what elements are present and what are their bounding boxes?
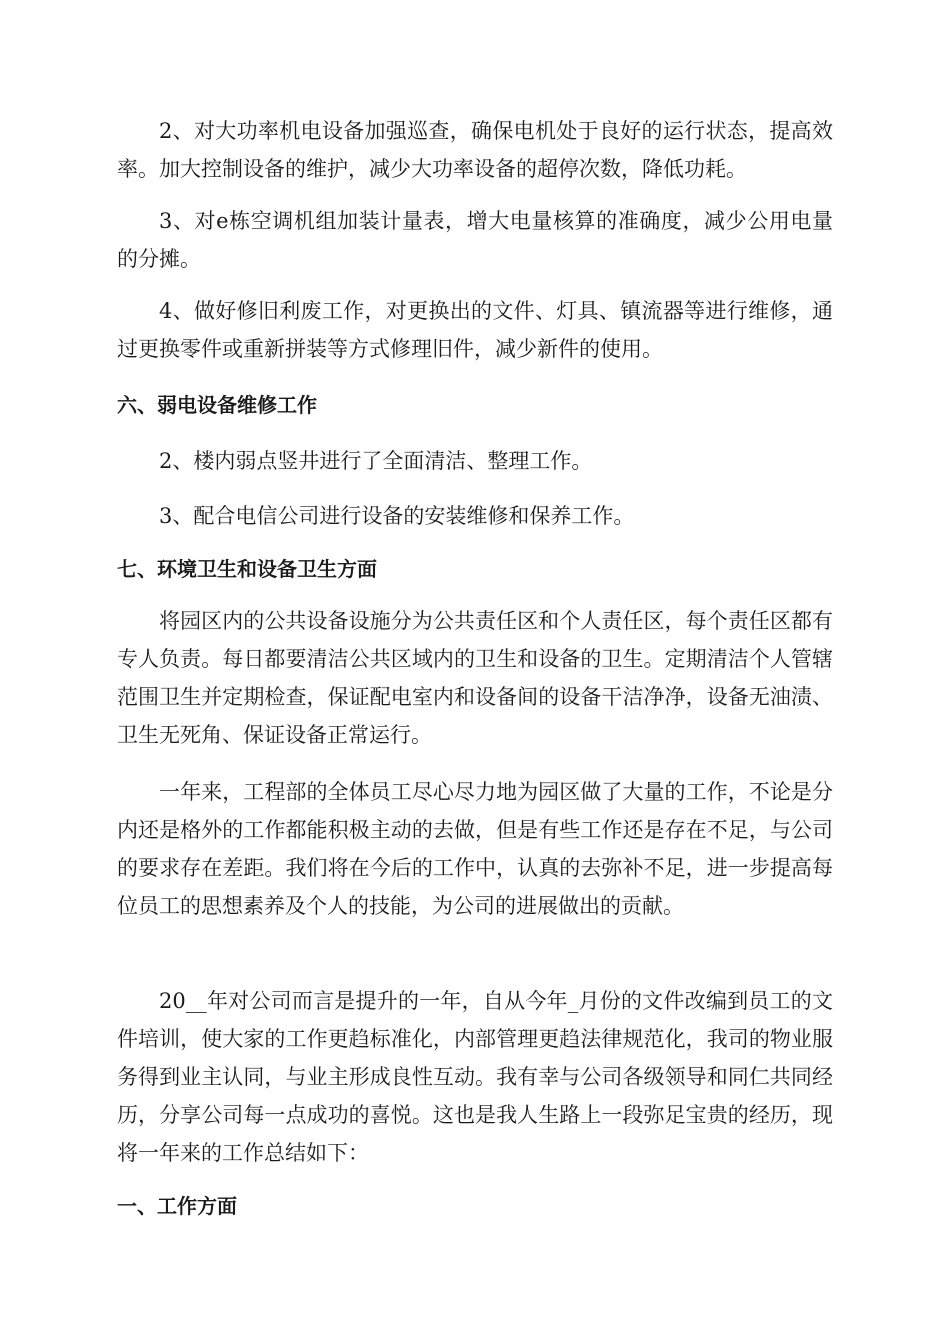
paragraph-metering: 3、对e栋空调机组加装计量表，增大电量核算的准确度，减少公用电量的分摊。 [117,209,833,271]
paragraph-shaft-cleaning: 2、楼内弱点竖井进行了全面清洁、整理工作。 [159,449,593,473]
paragraph-motor-inspection: 2、对大功率机电设备加强巡查，确保电机处于良好的运行状态，提高效率。加大控制设备的维护，减少大功率设备的超停次数，降低功耗。 [117,119,833,181]
paragraph-responsibility-zones: 将园区内的公共设备设施分为公共责任区和个人责任区，每个责任区都有专人负责。每日都要清洁公共区域内的卫生和设备的卫生。定期清洁个人管辖范围卫生并定期检查，保证配电室内和设备间的设备干洁净净，设备无油渍、卫生无死角、保证设备正常运行。 [117,609,833,747]
paragraph-repair-reuse: 4、做好修旧利废工作，对更换出的文件、灯具、镇流器等进行维修，通过更换零件或重新拼装等方式修理旧件，减少新件的使用。 [117,299,833,361]
paragraph-year-review: 一年来，工程部的全体员工尽心尽力地为园区做了大量的工作，不论是分内还是格外的工作都能积极主动的去做，但是有些工作还是存在不足，与公司的要求存在差距。我们将在今后的工作中，认真的去弥补不足，进一步提高每位员工的思想素养及个人的技能，为公司的进展做出的贡献。 [117,780,833,918]
paragraph-telecom-cooperation: 3、配合电信公司进行设备的安装维修和保养工作。 [159,504,635,528]
paragraph-company-year: 20__年对公司而言是提升的一年，自从今年_月份的文件改编到员工的文件培训，使大家的工作更趋标准化，内部管理更趋法律规范化，我司的物业服务得到业主认同，与业主形成良性互动。我有幸与公司各级领导和同仁共同经历，分享公司每一点成功的喜悦。这也是我人生路上一段弥足宝贵的经历，现将一年来的工作总结如下： [117,989,833,1165]
section-heading-weak-current: 六、弱电设备维修工作 [117,393,317,417]
section-heading-hygiene: 七、环境卫生和设备卫生方面 [117,557,377,581]
section-heading-work: 一、工作方面 [117,1194,237,1218]
